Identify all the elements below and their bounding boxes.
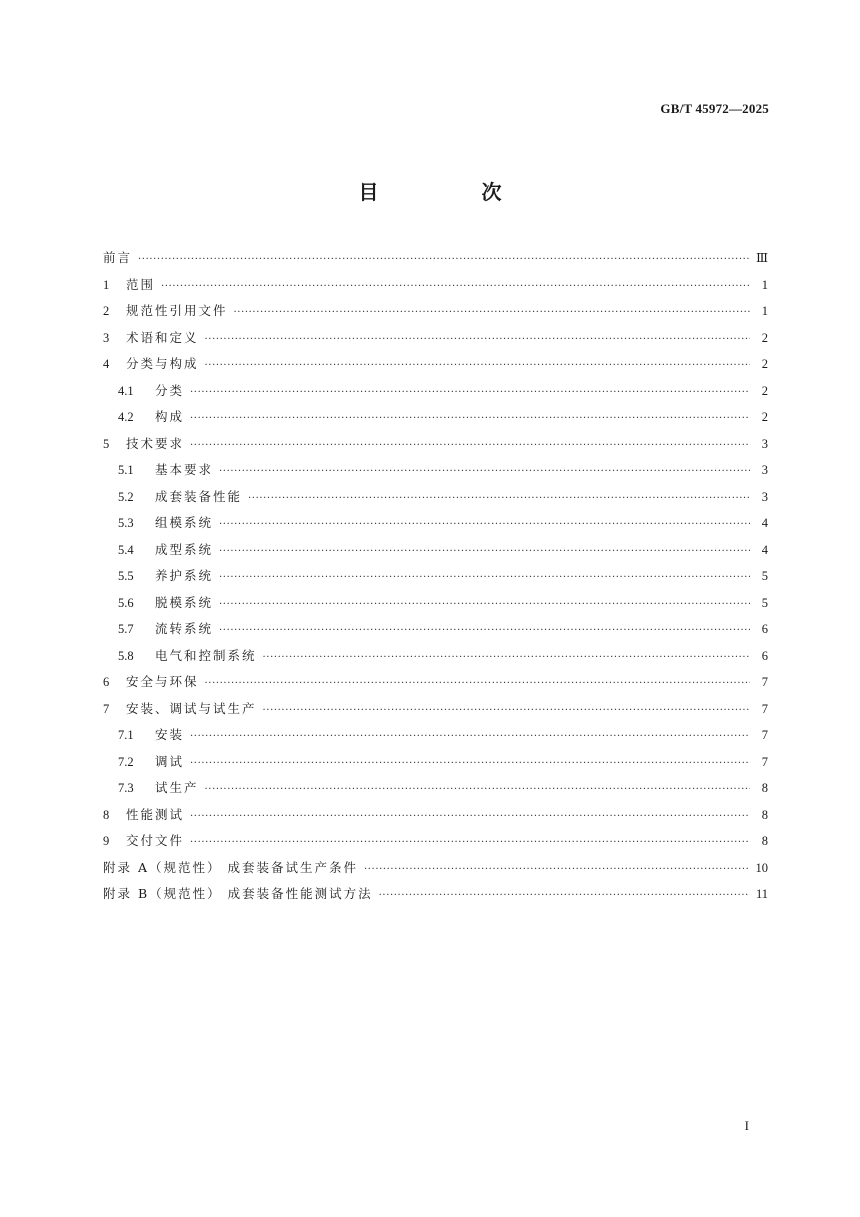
toc-entry-page: Ⅲ (755, 251, 768, 265)
toc-entry-page: 3 (761, 489, 768, 504)
toc-entry-number: 4.2 (118, 410, 134, 424)
toc-entry[interactable] (103, 775, 768, 802)
toc-dot-leader (263, 645, 750, 672)
toc-entry[interactable] (103, 484, 768, 511)
toc-dot-leader (379, 883, 750, 910)
toc-entry-label: 术语和定义 (126, 329, 199, 345)
toc-entry[interactable] (103, 881, 768, 908)
toc-entry-page: 1 (761, 304, 768, 318)
toc-entry-label: 附录 A（规范性） 成套装备试生产条件 (103, 859, 358, 875)
toc-entry[interactable] (103, 457, 768, 484)
toc-entry-number: 5 (103, 436, 110, 451)
toc-entry-number: 5.5 (118, 569, 134, 583)
toc-entry-page: 7 (761, 701, 768, 716)
toc-entry[interactable] (103, 431, 768, 458)
toc-entry[interactable] (103, 802, 768, 829)
toc-entry-number: 7 (103, 701, 110, 716)
toc-entry-number: 7.3 (118, 781, 134, 795)
toc-entry[interactable] (103, 245, 768, 272)
toc-entry-page: 5 (761, 595, 768, 610)
toc-dot-leader (190, 804, 750, 831)
toc-dot-leader (219, 539, 750, 566)
toc-entry-label: 成套装备性能 (155, 488, 243, 504)
toc-entry[interactable] (103, 325, 768, 352)
toc-entry-label: 分类与构成 (126, 356, 199, 371)
toc-entry-page: 8 (761, 781, 768, 795)
toc-entry-label: 技术要求 (126, 435, 185, 451)
toc-entry-number: 5.1 (118, 463, 134, 477)
toc-entry-number: 5.8 (118, 648, 134, 663)
toc-entry-label: 交付文件 (126, 833, 185, 848)
toc-entry-label: 安装 (155, 727, 185, 742)
toc-entry-label: 范围 (126, 276, 156, 292)
toc-dot-leader (190, 406, 750, 433)
toc-entry-page: 2 (761, 410, 768, 424)
toc-entry[interactable] (103, 828, 768, 855)
toc-dot-leader (205, 353, 750, 380)
toc-dot-leader (248, 486, 750, 513)
toc-entry-number: 5.7 (118, 622, 134, 636)
toc-dot-leader (205, 671, 750, 698)
toc-entry-number: 8 (103, 807, 110, 822)
toc-entry[interactable] (103, 855, 768, 882)
toc-entry[interactable] (103, 404, 768, 431)
toc-entry-number: 7.1 (118, 728, 134, 742)
toc-entry-number: 3 (103, 330, 110, 345)
toc-entry-label: 电气和控制系统 (155, 647, 257, 663)
table-of-contents (103, 245, 768, 908)
toc-entry-page: 3 (761, 463, 768, 477)
toc-entry[interactable] (103, 298, 768, 325)
toc-entry-page: 7 (761, 675, 768, 689)
page-title: 目 次 (358, 180, 550, 204)
toc-dot-leader (364, 857, 750, 884)
toc-dot-leader (234, 300, 750, 327)
toc-dot-leader (205, 777, 750, 804)
toc-entry-label: 分类 (155, 382, 185, 398)
toc-entry[interactable] (103, 590, 768, 617)
toc-entry-label: 基本要求 (155, 462, 214, 477)
toc-entry-number: 9 (103, 834, 110, 848)
toc-entry-number: 5.4 (118, 542, 134, 557)
toc-entry[interactable] (103, 616, 768, 643)
toc-entry-number: 4.1 (118, 383, 134, 398)
toc-dot-leader (190, 724, 750, 751)
toc-dot-leader (190, 751, 750, 778)
toc-dot-leader (138, 247, 750, 274)
toc-entry-page: 8 (761, 834, 768, 848)
toc-dot-leader (190, 433, 750, 460)
toc-entry-number: 2 (103, 304, 110, 318)
toc-dot-leader (219, 592, 750, 619)
toc-entry-page: 7 (761, 728, 768, 742)
toc-entry-page: 3 (761, 436, 768, 451)
toc-entry-number: 5.2 (118, 489, 134, 504)
toc-entry-label: 成型系统 (155, 541, 214, 557)
toc-entry[interactable] (103, 351, 768, 378)
toc-entry-page: 1 (761, 277, 768, 292)
toc-entry-page: 2 (761, 357, 768, 371)
toc-dot-leader (161, 274, 750, 301)
toc-entry-page: 5 (761, 569, 768, 583)
toc-dot-leader (219, 618, 750, 645)
toc-entry-page: 6 (761, 622, 768, 636)
toc-entry-label: 规范性引用文件 (126, 303, 228, 318)
toc-entry-label: 试生产 (155, 780, 199, 795)
toc-entry-label: 调试 (155, 753, 185, 769)
toc-entry[interactable] (103, 510, 768, 537)
toc-entry[interactable] (103, 749, 768, 776)
toc-entry[interactable] (103, 378, 768, 405)
toc-dot-leader (219, 459, 750, 486)
toc-entry[interactable] (103, 537, 768, 564)
toc-entry-page: 8 (761, 807, 768, 822)
toc-entry-page: 11 (755, 887, 768, 901)
standard-code: GB/T 45972—2025 (660, 101, 769, 116)
toc-entry-page: 2 (761, 330, 768, 345)
toc-entry-label: 组模系统 (155, 515, 214, 530)
toc-entry-page: 6 (761, 648, 768, 663)
toc-entry-page: 4 (761, 516, 768, 530)
toc-entry-number: 5.3 (118, 516, 134, 530)
toc-entry-page: 4 (761, 542, 768, 557)
toc-dot-leader (263, 698, 750, 725)
toc-entry-label: 性能测试 (126, 806, 185, 822)
toc-entry-label: 安装、调试与试生产 (126, 700, 257, 716)
toc-dot-leader (190, 380, 750, 407)
toc-dot-leader (205, 327, 750, 354)
toc-entry[interactable] (103, 722, 768, 749)
toc-entry-page: 10 (755, 860, 768, 875)
toc-entry-label: 脱模系统 (155, 594, 214, 610)
toc-entry[interactable] (103, 669, 768, 696)
page-number: I (744, 1118, 749, 1133)
toc-entry-number: 7.2 (118, 754, 134, 769)
toc-entry-label: 附录 B（规范性） 成套装备性能测试方法 (103, 886, 373, 901)
toc-entry-label: 养护系统 (155, 568, 214, 583)
toc-dot-leader (219, 512, 750, 539)
toc-entry-number: 5.6 (118, 595, 134, 610)
toc-entry[interactable] (103, 272, 768, 299)
toc-entry-page: 7 (761, 754, 768, 769)
toc-entry-label: 构成 (155, 409, 185, 424)
toc-entry-number: 1 (103, 277, 110, 292)
toc-dot-leader (219, 565, 750, 592)
toc-entry-number: 4 (103, 357, 110, 371)
toc-entry-number: 6 (103, 675, 110, 689)
toc-entry-label: 前言 (103, 250, 133, 265)
toc-entry[interactable] (103, 696, 768, 723)
toc-entry[interactable] (103, 643, 768, 670)
toc-entry-label: 安全与环保 (126, 674, 199, 689)
toc-entry-label: 流转系统 (155, 621, 214, 636)
toc-entry[interactable] (103, 563, 768, 590)
toc-entry-page: 2 (761, 383, 768, 398)
toc-dot-leader (190, 830, 750, 857)
